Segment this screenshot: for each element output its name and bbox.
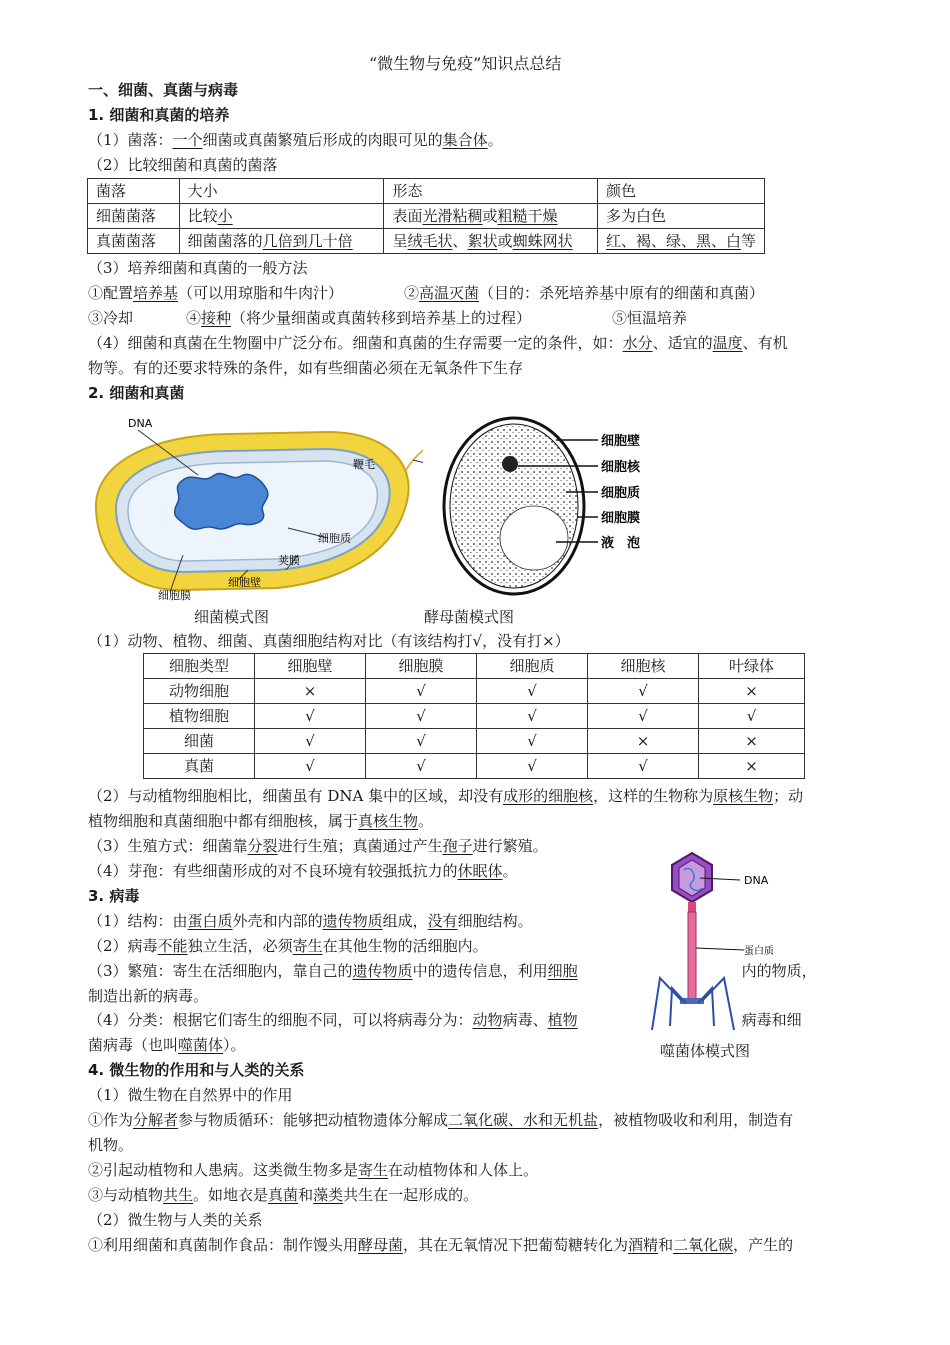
text: 独立生活，必须 — [187, 937, 293, 955]
text: 在其他生物的活细胞内。 — [322, 937, 488, 955]
virus-classification-line-2 — [88, 1035, 246, 1055]
text: 和 — [298, 1186, 314, 1204]
text: ；动 — [773, 787, 804, 805]
table-row — [144, 704, 805, 729]
caption-bacteriophage: 噬菌体模式图 — [660, 1042, 751, 1060]
table-header-cell: 细胞核 — [588, 654, 699, 679]
step-3: ③冷却 — [88, 309, 134, 327]
virus-parasite-line — [88, 936, 488, 956]
decomposer-line-2: 机物。 — [88, 1136, 134, 1154]
table-header-cell: 颜色 — [597, 179, 764, 204]
text: ④ — [186, 309, 202, 327]
table-cell: 细菌菌落的几倍到几十倍 — [179, 229, 384, 254]
step-5: ⑤恒温培养 — [612, 309, 688, 327]
text: ①利用细菌和真菌制作食品：制作馒头用 — [88, 1236, 359, 1254]
compare-colonies-heading: （2）比较细菌和真菌的菌落 — [88, 156, 278, 174]
label-cell-membrane: 细胞膜 — [158, 589, 191, 602]
text: （可以用琼脂和牛肉汁） — [178, 284, 344, 302]
table-row — [144, 679, 805, 704]
table-cell: √ — [366, 704, 477, 729]
virus-structure-line — [88, 911, 533, 931]
keyword: 植物 — [547, 1011, 578, 1029]
table-cell: √ — [255, 704, 366, 729]
table-header-cell: 叶绿体 — [699, 654, 805, 679]
section-heading-1: 一、细菌、真菌与病毒 — [88, 81, 239, 99]
prokaryote-line-2 — [88, 811, 433, 831]
table-header-cell: 细胞壁 — [255, 654, 366, 679]
table-cell: √ — [588, 679, 699, 704]
keyword: 动物 — [472, 1011, 503, 1029]
table-cell: 比较小 — [179, 204, 384, 229]
table-header-row — [144, 654, 805, 679]
table-cell: 细菌 — [144, 729, 255, 754]
keyword: 不能 — [157, 937, 188, 955]
keyword: 遗传物质 — [352, 962, 413, 980]
table-row — [144, 729, 805, 754]
table-header-cell: 细胞质 — [477, 654, 588, 679]
keyword: 细胞 — [547, 962, 578, 980]
phage-tail — [688, 912, 696, 1002]
text: ①配置 — [88, 284, 134, 302]
keyword: 集合体 — [442, 131, 488, 149]
tail-fiber — [698, 988, 714, 1026]
text: （3）生殖方式：细菌靠 — [88, 837, 248, 855]
text: 和 — [658, 1236, 674, 1254]
label-flagella: 鞭毛 — [353, 458, 375, 471]
table-row — [144, 754, 805, 779]
text: （4）细菌和真菌在生物圈中广泛分布。细菌和真菌的生存需要一定的条件，如： — [88, 334, 623, 352]
prokaryote-line-1 — [88, 786, 803, 806]
text: 进行繁殖。 — [472, 837, 548, 855]
text: 细胞结构。 — [457, 912, 533, 930]
caption-yeast: 酵母菌模式图 — [424, 608, 515, 626]
caption-bacterium: 细菌模式图 — [194, 608, 270, 626]
text: 进行生殖；真菌通过产生 — [277, 837, 443, 855]
keyword: 没有 — [427, 912, 458, 930]
text: 、适宜的 — [652, 334, 713, 352]
subheading-culture: 1. 细菌和真菌的培养 — [88, 106, 230, 124]
keyword: 寄生 — [358, 1161, 389, 1179]
table-cell: √ — [477, 704, 588, 729]
table-cell: √ — [366, 679, 477, 704]
label-cytoplasm: 细胞质 — [318, 532, 351, 545]
yeast-diagram — [436, 410, 661, 602]
method-heading: （3）培养细菌和真菌的一般方法 — [88, 259, 308, 277]
label-capsule: 荚膜 — [278, 554, 300, 567]
table-header-cell: 形态 — [384, 179, 597, 204]
spore-line — [88, 861, 518, 881]
keyword: 共生 — [163, 1186, 194, 1204]
text: ② — [404, 284, 420, 302]
tail-fiber — [670, 988, 686, 1026]
table-cell: 动物细胞 — [144, 679, 255, 704]
text: ②引起动植物和人患病。这类微生物多是 — [88, 1161, 359, 1179]
text: （将少量细菌或真菌转移到培养基上的过程） — [231, 309, 532, 327]
text: 细菌或真菌繁殖后形成的肉眼可见的 — [202, 131, 443, 149]
text: 病毒、 — [502, 1011, 548, 1029]
text: 参与物质循环：能够把动植物遗体分解成 — [178, 1111, 449, 1129]
distribution-line-2: 物等。有的还要求特殊的条件，如有些细菌必须在无氧条件下生存 — [88, 359, 524, 377]
table-cell: 多为白色 — [597, 204, 764, 229]
step-4 — [186, 308, 531, 328]
label-vacuole: 液 泡 — [601, 536, 641, 551]
table-cell: √ — [366, 729, 477, 754]
keyword: 分裂 — [247, 837, 278, 855]
virus-reproduction-line-2: 制造出新的病毒。 — [88, 987, 209, 1005]
keyword: 寄生 — [292, 937, 323, 955]
leader-line — [413, 460, 423, 465]
text: ，其在无氧情况下把葡萄糖转化为 — [403, 1236, 629, 1254]
keyword: 孢子 — [442, 837, 473, 855]
step-1 — [88, 283, 343, 303]
subheading-bacteria-fungi: 2. 细菌和真菌 — [88, 384, 185, 402]
text: ，产生的 — [733, 1236, 794, 1254]
text: ）。 — [223, 1036, 246, 1054]
table-cell: √ — [588, 704, 699, 729]
yeast-vacuole — [500, 506, 568, 570]
table-row — [88, 229, 765, 254]
text: ③与动植物 — [88, 1186, 164, 1204]
yeast-nucleus — [502, 456, 518, 472]
text: （4）分类：根据它们寄生的细胞不同，可以将病毒分为： — [88, 1011, 473, 1029]
keyword: 一个 — [172, 131, 203, 149]
colony-comparison-table — [87, 178, 765, 254]
table-cell: √ — [477, 679, 588, 704]
flagellum — [406, 430, 423, 570]
table-header-cell: 细胞类型 — [144, 654, 255, 679]
table-cell: √ — [588, 754, 699, 779]
keyword: 二氧化碳、水和无机盐 — [448, 1111, 599, 1129]
table-cell: 植物细胞 — [144, 704, 255, 729]
table-header-cell: 大小 — [179, 179, 384, 204]
keyword: 接种 — [201, 309, 232, 327]
table-cell: √ — [366, 754, 477, 779]
text: 菌病毒（也叫 — [88, 1036, 179, 1054]
table-cell: √ — [255, 754, 366, 779]
distribution-line-1 — [88, 333, 788, 353]
text: 中的遗传信息，利用 — [412, 962, 548, 980]
phage-collar — [688, 902, 696, 912]
table-cell: 细菌菌落 — [88, 204, 180, 229]
table-cell: × — [699, 679, 805, 704]
table-header-cell: 细胞膜 — [366, 654, 477, 679]
disease-line — [88, 1160, 538, 1180]
keyword: 噬菌体 — [178, 1036, 224, 1054]
text: 病毒和细 — [741, 1011, 802, 1029]
text: 外壳和内部的 — [232, 912, 323, 930]
text: 。 — [418, 812, 434, 830]
text: （1）菌落： — [88, 131, 173, 149]
table-cell: 真菌 — [144, 754, 255, 779]
colony-definition — [88, 130, 503, 150]
text: 、有机 — [742, 334, 788, 352]
text: 内的物质， — [741, 962, 817, 980]
keyword: 真菌 — [268, 1186, 299, 1204]
tail-fiber — [652, 978, 682, 1030]
table-cell: 呈绒毛状、絮状或蜘蛛网状 — [384, 229, 597, 254]
symbiosis-line — [88, 1185, 478, 1205]
text: （2）病毒 — [88, 937, 158, 955]
decomposer-line-1 — [88, 1110, 793, 1130]
role-in-nature-heading: （1）微生物在自然界中的作用 — [88, 1086, 293, 1104]
text: 。 — [502, 862, 518, 880]
leader-line — [696, 948, 744, 950]
table-cell: × — [699, 729, 805, 754]
label-cell-wall: 细胞壁 — [601, 434, 641, 449]
table-cell: × — [255, 679, 366, 704]
human-relation-heading: （2）微生物与人类的关系 — [88, 1211, 263, 1229]
table-cell: 红、褐、绿、黑、白等 — [597, 229, 764, 254]
label-dna: DNA — [128, 417, 153, 430]
text: （3）繁殖：寄生在活细胞内，靠自己的 — [88, 962, 353, 980]
keyword: 蛋白质 — [187, 912, 233, 930]
text: ①作为 — [88, 1111, 134, 1129]
reproduction-line — [88, 836, 548, 856]
keyword: 真核生物 — [358, 812, 419, 830]
table-row — [88, 204, 765, 229]
label-cell-wall: 细胞壁 — [228, 576, 261, 589]
keyword: 分解者 — [133, 1111, 179, 1129]
text: 植物细胞和真菌细胞中都有细胞核，属于 — [88, 812, 359, 830]
text: （目的：杀死培养基中原有的细菌和真菌） — [479, 284, 765, 302]
structure-comparison-heading: （1）动物、植物、细菌、真菌细胞结构对比（有该结构打√，没有打×） — [88, 632, 570, 650]
tail-fiber — [702, 978, 734, 1030]
keyword: 成形的细胞核 — [503, 787, 594, 805]
keyword: 培养基 — [133, 284, 179, 302]
label-cytoplasm: 细胞质 — [601, 486, 641, 501]
text: ，被植物吸收和利用，制造有 — [598, 1111, 794, 1129]
table-cell: √ — [477, 754, 588, 779]
table-header-cell: 菌落 — [88, 179, 180, 204]
table-cell: × — [699, 754, 805, 779]
bacterium-diagram — [88, 410, 423, 602]
text: 组成， — [382, 912, 428, 930]
subheading-virus: 3. 病毒 — [88, 887, 140, 905]
table-cell: √ — [477, 729, 588, 754]
text: （1）结构：由 — [88, 912, 188, 930]
table-cell: 表面光滑粘稠或粗糙干燥 — [384, 204, 597, 229]
dna-region — [175, 473, 268, 529]
table-cell: × — [588, 729, 699, 754]
keyword: 遗传物质 — [322, 912, 383, 930]
keyword: 藻类 — [313, 1186, 344, 1204]
label-nucleus: 细胞核 — [601, 460, 641, 475]
keyword: 水分 — [622, 334, 653, 352]
keyword: 休眠体 — [457, 862, 503, 880]
text: 。 — [487, 131, 503, 149]
page-title: “微生物与免疫”知识点总结 — [369, 54, 562, 73]
label-cell-membrane: 细胞膜 — [601, 511, 641, 526]
text: （4）芽孢：有些细菌形成的对不良环境有较强抵抗力的 — [88, 862, 458, 880]
section-heading-4: 4. 微生物的作用和与人类的关系 — [88, 1061, 305, 1079]
text: （2）与动植物细胞相比，细菌虽有 DNA 集中的区域，却没有 — [88, 787, 504, 805]
table-cell: 真菌菌落 — [88, 229, 180, 254]
text: ，这样的生物称为 — [593, 787, 714, 805]
keyword: 二氧化碳 — [673, 1236, 734, 1254]
text: 。如地衣是 — [193, 1186, 269, 1204]
step-2 — [404, 283, 764, 303]
text: 在动植物体和人体上。 — [388, 1161, 539, 1179]
keyword: 温度 — [712, 334, 743, 352]
keyword: 酒精 — [628, 1236, 659, 1254]
text: 共生在一起形成的。 — [343, 1186, 479, 1204]
table-header-row — [88, 179, 765, 204]
keyword: 酵母菌 — [358, 1236, 404, 1254]
food-making-line — [88, 1235, 793, 1255]
keyword: 原核生物 — [713, 787, 774, 805]
cell-structure-table — [143, 653, 805, 779]
keyword: 高温灭菌 — [419, 284, 480, 302]
table-cell: √ — [699, 704, 805, 729]
bacteriophage-diagram — [640, 848, 790, 1038]
table-cell: √ — [255, 729, 366, 754]
label-protein: 蛋白质 — [744, 946, 774, 957]
label-dna: DNA — [744, 874, 769, 887]
